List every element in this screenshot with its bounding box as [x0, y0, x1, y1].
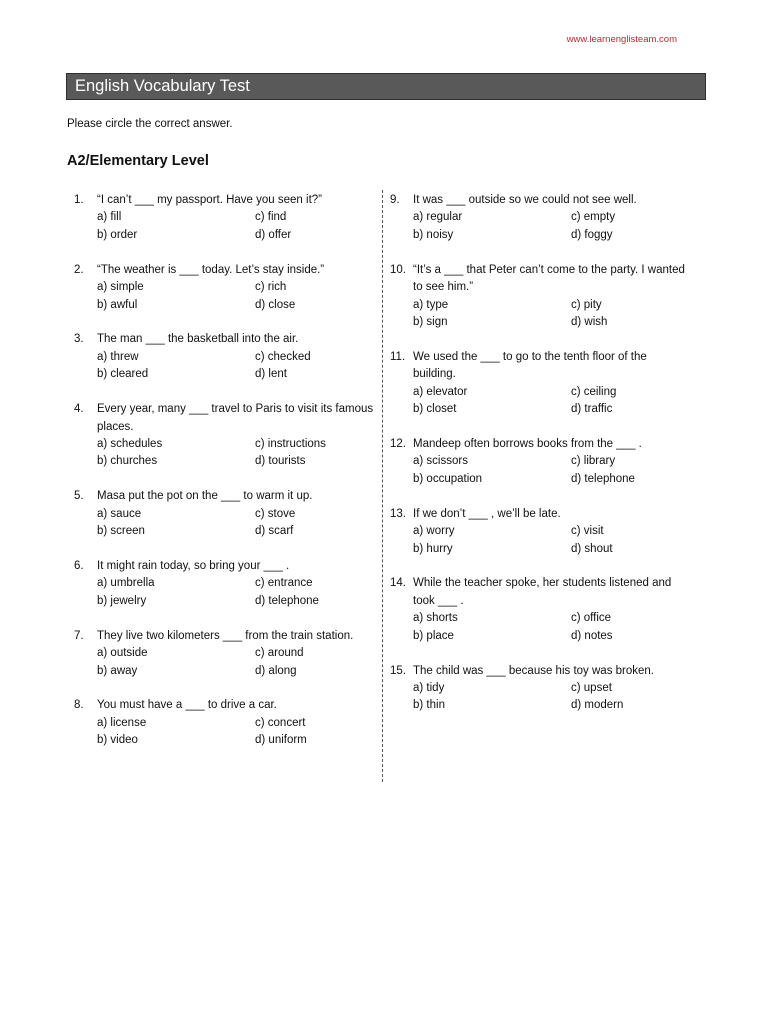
test-title: English Vocabulary Test	[66, 73, 706, 100]
answer-option[interactable]: d) modern	[571, 699, 624, 712]
answer-options	[74, 506, 374, 541]
question-number: 5.	[74, 490, 84, 503]
answer-options	[74, 349, 374, 384]
question-line	[390, 192, 690, 209]
answer-options	[390, 384, 690, 419]
answer-option[interactable]: c) checked	[255, 350, 311, 363]
question-text: While the teacher spoke, her students listened and took ___ .	[413, 577, 672, 607]
answer-option[interactable]: b) cleared	[97, 368, 149, 381]
question-item	[390, 436, 690, 488]
answer-option[interactable]: b) place	[413, 629, 454, 642]
answer-option[interactable]: c) visit	[571, 525, 604, 538]
answer-option[interactable]: a) license	[97, 716, 147, 729]
answer-options	[74, 209, 374, 244]
answer-option[interactable]: d) telephone	[571, 472, 635, 485]
question-text: If we don’t ___ , we’ll be late.	[413, 507, 561, 520]
question-line	[74, 697, 374, 714]
answer-options	[390, 610, 690, 645]
answer-option[interactable]: c) ceiling	[571, 385, 617, 398]
answer-option[interactable]: b) noisy	[413, 228, 454, 241]
answer-option[interactable]: d) notes	[571, 629, 613, 642]
answer-option[interactable]: b) thin	[413, 699, 445, 712]
answer-options	[390, 209, 690, 244]
question-text: The child was ___ because his toy was broken.	[413, 664, 654, 677]
question-item	[390, 262, 690, 332]
answer-option[interactable]: a) shorts	[413, 612, 458, 625]
answer-options	[74, 715, 374, 750]
answer-option[interactable]: d) foggy	[571, 228, 613, 241]
question-text: They live two kilometers ___ from the train station.	[97, 629, 354, 642]
answer-option[interactable]: a) threw	[97, 350, 139, 363]
question-number: 3.	[74, 333, 84, 346]
answer-option[interactable]: c) library	[571, 455, 616, 468]
question-item	[390, 663, 690, 715]
answer-option[interactable]: a) elevator	[413, 385, 468, 398]
answer-option[interactable]: a) tidy	[413, 681, 445, 694]
answer-option[interactable]: a) schedules	[97, 437, 163, 450]
question-number: 9.	[390, 194, 400, 206]
answer-option[interactable]: b) order	[97, 228, 138, 241]
answer-option[interactable]: b) occupation	[413, 472, 483, 485]
question-line	[390, 349, 690, 384]
answer-option[interactable]: d) telephone	[255, 594, 319, 607]
question-line	[74, 488, 374, 505]
question-number: 15.	[390, 664, 406, 677]
question-item	[74, 262, 374, 314]
answer-option[interactable]: b) hurry	[413, 542, 453, 555]
answer-option[interactable]: a) simple	[97, 281, 144, 294]
question-text: It was ___ outside so we could not see well.	[413, 194, 637, 206]
question-line	[74, 331, 374, 348]
question-text: Mandeep often borrows books from the ___ .	[413, 437, 642, 450]
answer-option[interactable]: c) entrance	[255, 577, 313, 590]
answer-option[interactable]: d) tourists	[255, 455, 306, 468]
answer-option[interactable]: d) offer	[255, 228, 292, 241]
answer-options	[74, 279, 374, 314]
question-line	[74, 558, 374, 575]
question-number: 8.	[74, 699, 84, 712]
question-text: “The weather is ___ today. Let’s stay inside.”	[97, 263, 325, 276]
questions-right-column	[390, 192, 690, 732]
answer-option[interactable]: b) sign	[413, 315, 448, 328]
question-item	[390, 349, 690, 419]
answer-option[interactable]: a) scissors	[413, 455, 468, 468]
answer-option[interactable]: a) fill	[97, 211, 122, 224]
answer-option[interactable]: b) closet	[413, 403, 457, 416]
answer-option[interactable]: c) empty	[571, 211, 616, 224]
answer-option[interactable]: a) umbrella	[97, 577, 155, 590]
answer-option[interactable]: d) traffic	[571, 403, 613, 416]
question-line	[74, 192, 374, 209]
question-item	[74, 331, 374, 383]
question-text: “I can’t ___ my passport. Have you seen it?”	[97, 194, 322, 206]
question-text: You must have a ___ to drive a car.	[97, 699, 277, 712]
answer-option[interactable]: c) find	[255, 211, 287, 224]
question-text: We used the ___ to go to the tenth floor of the building.	[413, 350, 647, 381]
questions-left-column	[74, 192, 374, 767]
question-text: The man ___ the basketball into the air.	[97, 333, 299, 346]
answer-options	[74, 575, 374, 610]
answer-option[interactable]: d) along	[255, 664, 297, 677]
question-item	[74, 192, 374, 244]
column-divider	[382, 190, 383, 782]
question-item	[74, 401, 374, 471]
question-number: 7.	[74, 629, 84, 642]
question-number: 12.	[390, 437, 406, 450]
question-number: 1.	[74, 194, 84, 206]
answer-option[interactable]: d) uniform	[255, 734, 307, 747]
answer-option[interactable]: b) awful	[97, 298, 138, 311]
question-item	[74, 558, 374, 610]
answer-options	[390, 680, 690, 715]
question-number: 10.	[390, 263, 406, 276]
answer-option[interactable]: a) type	[413, 298, 449, 311]
answer-option[interactable]: d) lent	[255, 368, 287, 381]
answer-option[interactable]: b) away	[97, 664, 138, 677]
question-item	[74, 628, 374, 680]
answer-options	[74, 436, 374, 471]
answer-option[interactable]: c) concert	[255, 716, 306, 729]
answer-option[interactable]: d) close	[255, 298, 296, 311]
answer-option[interactable]: c) pity	[571, 298, 602, 311]
answer-option[interactable]: a) worry	[413, 525, 455, 538]
answer-option[interactable]: c) around	[255, 647, 304, 660]
question-number: 14.	[390, 577, 406, 590]
answer-option[interactable]: c) rich	[255, 281, 287, 294]
question-line	[390, 262, 690, 297]
question-line	[390, 506, 690, 523]
answer-options	[74, 645, 374, 680]
answer-option[interactable]: d) shout	[571, 542, 613, 555]
question-text: It might rain today, so bring your ___ .	[97, 560, 290, 572]
question-text: “It’s a ___ that Peter can’t come to the party. I wanted to see him.”	[413, 263, 685, 294]
question-line	[74, 262, 374, 279]
answer-option[interactable]: d) wish	[571, 315, 608, 328]
question-item	[390, 575, 690, 645]
question-text: Masa put the pot on the ___ to warm it up.	[97, 490, 313, 503]
question-line	[74, 628, 374, 645]
answer-option[interactable]: c) instructions	[255, 437, 326, 450]
question-line	[390, 436, 690, 453]
answer-option[interactable]: c) upset	[571, 681, 612, 694]
answer-options	[390, 453, 690, 488]
answer-option[interactable]: c) office	[571, 612, 612, 625]
question-item	[390, 506, 690, 558]
question-line	[390, 575, 690, 610]
question-number: 4.	[74, 403, 84, 416]
answer-option[interactable]: a) regular	[413, 211, 463, 224]
answer-option[interactable]: d) scarf	[255, 525, 294, 538]
answer-options	[390, 297, 690, 332]
answer-option[interactable]: b) churches	[97, 455, 158, 468]
answer-option[interactable]: a) outside	[97, 647, 148, 660]
question-line	[390, 663, 690, 680]
level-heading: A2/Elementary Level	[67, 153, 209, 169]
question-item	[390, 192, 690, 244]
answer-option[interactable]: a) sauce	[97, 507, 142, 520]
question-item	[74, 697, 374, 749]
question-number: 11.	[390, 350, 406, 363]
answer-options	[390, 523, 690, 558]
question-text: Every year, many ___ travel to Paris to visit its famous places.	[97, 403, 374, 433]
question-number: 13.	[390, 507, 406, 520]
question-item	[74, 488, 374, 540]
answer-option[interactable]: c) stove	[255, 507, 296, 520]
question-number: 6.	[74, 560, 84, 572]
question-line	[74, 401, 374, 436]
website-url: www.learnenglisteam.com	[566, 34, 677, 45]
answer-option[interactable]: b) screen	[97, 525, 145, 538]
question-number: 2.	[74, 263, 84, 276]
answer-option[interactable]: b) jewelry	[97, 594, 147, 607]
answer-option[interactable]: b) video	[97, 734, 138, 747]
instructions: Please circle the correct answer.	[67, 118, 233, 130]
